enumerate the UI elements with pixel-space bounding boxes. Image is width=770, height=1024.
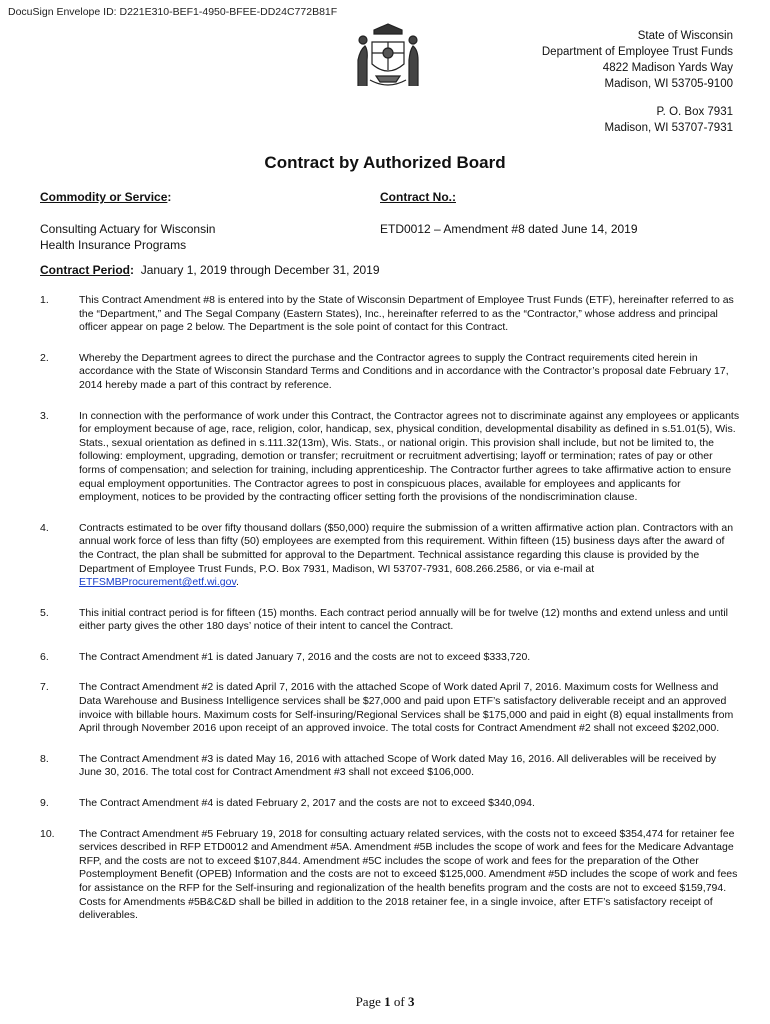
clause-item: 5. This initial contract period is for fifteen (15) months. Each contract period annually will be for twelve (12) months and extend unless and until either party gives the other 180 days’ notice of their intent to cancel the Contract. [40, 606, 729, 633]
contract-no-label: Contract No.: [380, 190, 456, 204]
contract-period-label: Contract Period [40, 263, 131, 277]
contract-clauses [40, 294, 740, 940]
address-line: State of Wisconsin [637, 30, 733, 42]
contract-period-value: January 1, 2019 through December 31, 2019 [140, 263, 380, 277]
address-line: Department of Employee Trust Funds [541, 46, 733, 58]
clause-item: 4. Contracts estimated to be over fifty thousand dollars ($50,000) require the submission of a written affirmative action plan. Contractors with an annual work force of less than fifty (50) employees are exempted from this requirement. Within fifteen (15) business days after the award of the Contract, the plan shall be submitted for approval to the Department. Technical assistance regarding this clause is provided by the Department of Employee Trust Funds, P.O. Box 7931, Madison, WI 53707-7931, 608.266.2586, or via e-mail at ETFSMBProcurement@etf.wi.gov. [40, 521, 734, 589]
contract-no-value: ETD0012 – Amendment #8 dated June 14, 2019 [380, 222, 638, 236]
address-line: Madison, WI 53707-7931 [604, 122, 733, 134]
clause-item: 10. The Contract Amendment #5 February 19, 2018 for consulting actuary related services, with the costs not to exceed $354,474 for retainer fee services described in RFP ETD0012 and Amendment #5A. Amendment #5B includes the scope of work and fees for the Medicare Advantage RFP, and the costs are not to exceed $107,844. Amendment #5C includes the scope of work and fees for the preparation of the Other Postemployment Benefit (OPEB) Information and the costs are not to exceed $125,000. Amendment #5D includes the scope of work and fees for assistance on the RFP for the Self-insuring and regionalization of the health benefits program and the costs are not to exceed $159,794. Costs for Amendments #5B&C&D shall be billed in addition to the 2018 retainer fee, in a single invoice, after ETF’s satisfactory receipt of deliverables. [40, 827, 738, 922]
agency-address [542, 28, 733, 136]
address-line: Madison, WI 53705-9100 [604, 78, 733, 90]
wisconsin-state-seal [352, 20, 424, 92]
document-title: Contract by Authorized Board [264, 153, 506, 172]
commodity-label: Commodity or Service: [40, 190, 172, 204]
clause-item: 8. The Contract Amendment #3 is dated May 16, 2016 with attached Scope of Work dated May 16, 2016. All deliverables will be received by June 30, 2016. The total cost for Contract Amendment #3 shall not exceed $106,000. [40, 752, 717, 779]
address-line: P. O. Box 7931 [656, 106, 733, 118]
clause-item: 6. The Contract Amendment #1 is dated January 7, 2016 and the costs are not to exceed $333,720. [40, 650, 531, 663]
clause-item: 2. Whereby the Department agrees to direct the purchase and the Contractor agrees to supply the Contract requirements cited herein in accordance with the State of Wisconsin Standard Terms and Conditions and in accordance with the Contractor’s proposal date February 17, 2014 hereby made a part of this contract by reference. [40, 351, 729, 391]
commodity-value: Consulting Actuary for Wisconsin Health Insurance Programs [40, 222, 216, 252]
contract-period: Contract Period: January 1, 2019 through December 31, 2019 [40, 263, 380, 277]
address-line: 4822 Madison Yards Way [602, 62, 733, 74]
page-footer: Page 1 of 3 [355, 994, 415, 1009]
clause-item: 9. The Contract Amendment #4 is dated February 2, 2017 and the costs are not to exceed $340,094. [40, 797, 535, 810]
procurement-email-link[interactable]: ETFSMBProcurement@etf.wi.gov [79, 576, 236, 589]
docusign-envelope-id: DocuSign Envelope ID: D221E310-BEF1-4950-BFEE-DD24C772B81F [8, 6, 338, 18]
clause-item: 3. In connection with the performance of work under this Contract, the Contractor agrees not to discriminate against any employees or applicants for employment because of age, race, religion, color, handicap, sex, physical condition, developmental disability as defined in s.51.01(5), Wis. Stats., sexual orientation as defined in s.111.32(13m), Wis. Stats., or national origin. This provision shall include, but not be limited to, the following: employment, upgrading, demotion or transfer; recruitment or recruitment advertising; layoff or termination; rates of pay or other forms of compensation; and selection for training, including apprenticeship. The Contractor further agrees to take affirmative action to ensure equal employment opportunities. The Contractor agrees to post in conspicuous places, available for employees and applicants for employment, notices to be provided by the contracting officer setting forth the provisions of the nondiscrimination clause. [40, 409, 740, 504]
clause-item: 7. The Contract Amendment #2 is dated April 7, 2016 with the attached Scope of Work dated April 7, 2016. Maximum costs for Wellness and Data Warehouse and Business Intelligence services shall be $27,000 and paid upon ETF’s satisfactory deliverable receipt and an approved invoice with billable hours. Maximum costs for Self-insuring/Regional Services shall be $175,000 and paid in eight (8) equal installments from April through November 2016 upon receipt of an approved invoice. The total costs for Contract Amendment #2 shall not exceed $202,000. [40, 681, 734, 735]
clause-item: 1. This Contract Amendment #8 is entered into by the State of Wisconsin Department of Employee Trust Funds (ETF), hereinafter referred to as the “Department,” and The Segal Company (Eastern States), Inc., hereinafter referred to as the “Contractor,” whose address and principal officer appear on page 2 below. The Department is the sole point of contact for this Contract. [40, 294, 734, 334]
